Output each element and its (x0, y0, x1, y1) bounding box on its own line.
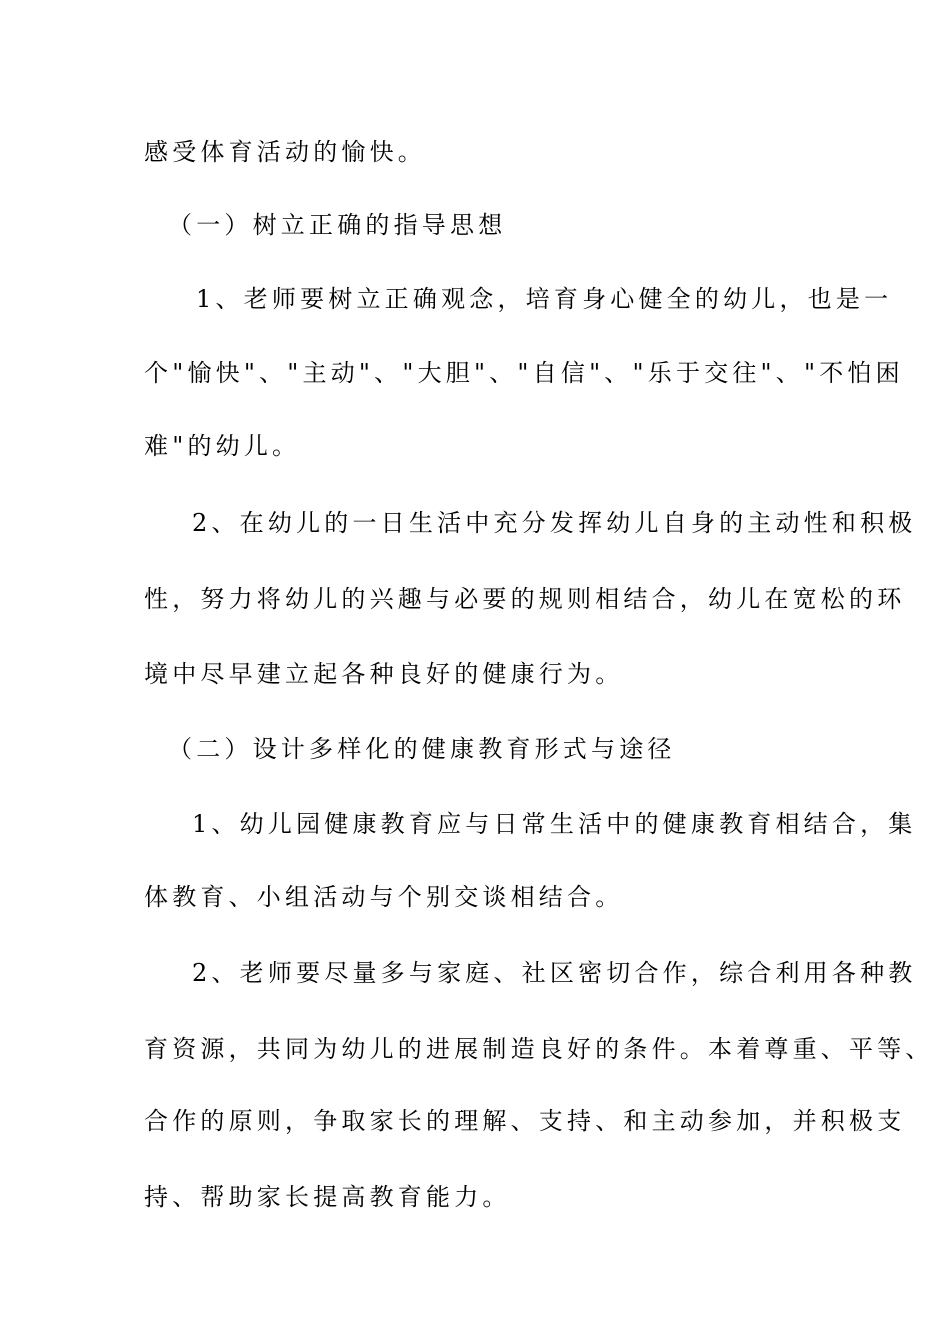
line-text: 持、帮助家长提高教育能力。 (144, 1183, 511, 1211)
line-text: 感受体育活动的愉快。 (144, 138, 426, 166)
line-text: 2、老师要尽量多与家庭、社区密切合作，综合利用各种教 (192, 959, 917, 987)
line-text: 体教育、小组活动与个别交谈相结合。 (144, 883, 624, 911)
section-heading: （一）树立正确的指导思想 (168, 211, 507, 239)
text-line-1 (0, 132, 950, 172)
section-heading: （二）设计多样化的健康教育形式与途径 (168, 735, 676, 763)
text-line-8 (0, 654, 950, 694)
line-text: 个"愉快"、"主动"、"大胆"、"自信"、"乐于交往"、"不怕困 (144, 359, 904, 387)
text-line-6 (0, 503, 950, 543)
line-text: 育资源，共同为幼儿的进展制造良好的条件。本着尊重、平等、 (144, 1035, 934, 1063)
heading-section-1 (0, 205, 950, 245)
line-text: 合作的原则，争取家长的理解、支持、和主动参加，并积极支 (144, 1107, 906, 1135)
text-line-7 (0, 579, 950, 619)
line-text: 1、老师要树立正确观念，培育身心健全的幼儿，也是一 (196, 285, 893, 313)
text-line-12 (0, 953, 950, 993)
text-line-3 (0, 279, 950, 319)
text-line-14 (0, 1101, 950, 1141)
line-text: 境中尽早建立起各种良好的健康行为。 (144, 660, 624, 688)
heading-section-2 (0, 729, 950, 769)
text-line-11 (0, 877, 950, 917)
text-line-4 (0, 353, 950, 393)
text-line-13 (0, 1029, 950, 1069)
text-line-5 (0, 426, 950, 466)
text-line-10 (0, 804, 950, 844)
line-text: 1、幼儿园健康教育应与日常生活中的健康教育相结合，集 (192, 810, 917, 838)
line-text: 难"的幼儿。 (144, 432, 301, 460)
line-text: 2、在幼儿的一日生活中充分发挥幼儿自身的主动性和积极 (192, 509, 917, 537)
text-line-15 (0, 1177, 950, 1217)
line-text: 性，努力将幼儿的兴趣与必要的规则相结合，幼儿在宽松的环 (144, 585, 906, 613)
